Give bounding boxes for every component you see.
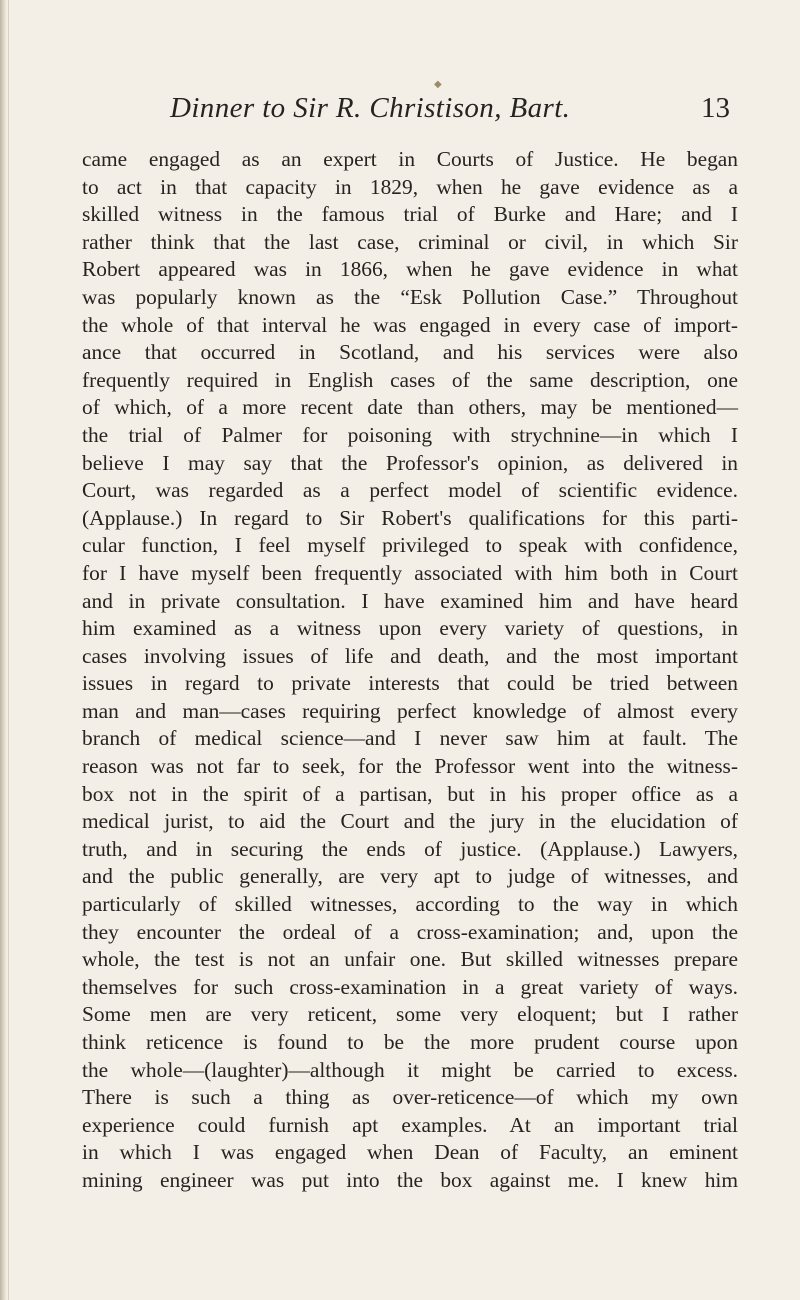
text-line: to act in that capacity in 1829, when he gave evidence as a xyxy=(82,174,738,199)
text-line: for I have myself been frequently associated with him both in Court xyxy=(82,560,738,585)
text-line: (Applause.) In regard to Sir Robert's qualifications for this parti- xyxy=(82,505,738,530)
text-line: think reticence is found to be the more prudent course upon xyxy=(82,1030,738,1054)
text-line: cases involving issues of life and death, and the most important xyxy=(82,643,738,668)
text-line: the whole—(laughter)—although it might be carried to excess. xyxy=(82,1057,738,1082)
text-line: themselves for such cross-examination in a great variety of ways. xyxy=(82,974,738,999)
text-line: experience could furnish apt examples. At an important trial xyxy=(82,1112,738,1137)
body-text xyxy=(82,146,738,1195)
text-line: the whole of that interval he was engaged in every case of import- xyxy=(82,312,738,337)
text-line: man and man—cases requiring perfect knowledge of almost every xyxy=(82,698,738,723)
text-line: whole, the test is not an unfair one. But skilled witnesses prepare xyxy=(82,947,738,972)
text-line: Court, was regarded as a perfect model of scientific evidence. xyxy=(82,478,738,503)
page-edge-shadow xyxy=(0,0,7,1300)
text-line: in which I was engaged when Dean of Faculty, an eminent xyxy=(82,1140,738,1165)
running-head xyxy=(170,88,730,132)
text-line: There is such a thing as over-reticence—of which my own xyxy=(82,1085,738,1110)
text-line: the trial of Palmer for poisoning with strychnine—in which I xyxy=(82,422,738,447)
text-line: rather think that the last case, criminal or civil, in which Sir xyxy=(82,229,738,254)
text-line: mining engineer was put into the box against me. I knew him xyxy=(82,1167,738,1192)
running-title: Dinner to Sir R. Christison, Bart. xyxy=(170,92,571,124)
text-line: particularly of skilled witnesses, according to the way in which xyxy=(82,892,738,917)
printer-mark-icon: ◆ xyxy=(434,79,442,90)
text-line: and the public generally, are very apt to judge of witnesses, and xyxy=(82,864,738,889)
text-line: Some men are very reticent, some very eloquent; but I rather xyxy=(82,1002,738,1027)
text-line: truth, and in securing the ends of justice. (Applause.) Lawyers, xyxy=(82,836,738,861)
text-line: and in private consultation. I have examined him and have heard xyxy=(82,588,738,613)
text-line: frequently required in English cases of the same description, one xyxy=(82,367,738,392)
text-line: him examined as a witness upon every variety of questions, in xyxy=(82,616,738,641)
text-line: issues in regard to private interests that could be tried between xyxy=(82,671,738,696)
text-line: box not in the spirit of a partisan, but in his proper office as a xyxy=(82,781,738,806)
text-line: believe I may say that the Professor's opinion, as delivered in xyxy=(82,450,738,475)
text-line: branch of medical science—and I never saw him at fault. The xyxy=(82,726,738,751)
text-line: ance that occurred in Scotland, and his services were also xyxy=(82,340,738,365)
text-line: of which, of a more recent date than others, may be mentioned— xyxy=(82,395,738,420)
text-line: reason was not far to seek, for the Professor went into the witness- xyxy=(82,754,738,779)
binding-line xyxy=(8,0,9,1300)
text-line: medical jurist, to aid the Court and the jury in the elucidation of xyxy=(82,809,738,834)
text-line: skilled witness in the famous trial of Burke and Hare; and I xyxy=(82,202,738,227)
text-line: came engaged as an expert in Courts of Justice. He began xyxy=(82,147,738,171)
text-line: was popularly known as the “Esk Pollution Case.” Throughout xyxy=(82,284,738,309)
text-line: Robert appeared was in 1866, when he gave evidence in what xyxy=(82,257,738,282)
text-line: cular function, I feel myself privileged to speak with confidence, xyxy=(82,533,738,558)
text-line: they encounter the ordeal of a cross-examination; and, upon the xyxy=(82,919,738,944)
page-number: 13 xyxy=(701,92,730,124)
